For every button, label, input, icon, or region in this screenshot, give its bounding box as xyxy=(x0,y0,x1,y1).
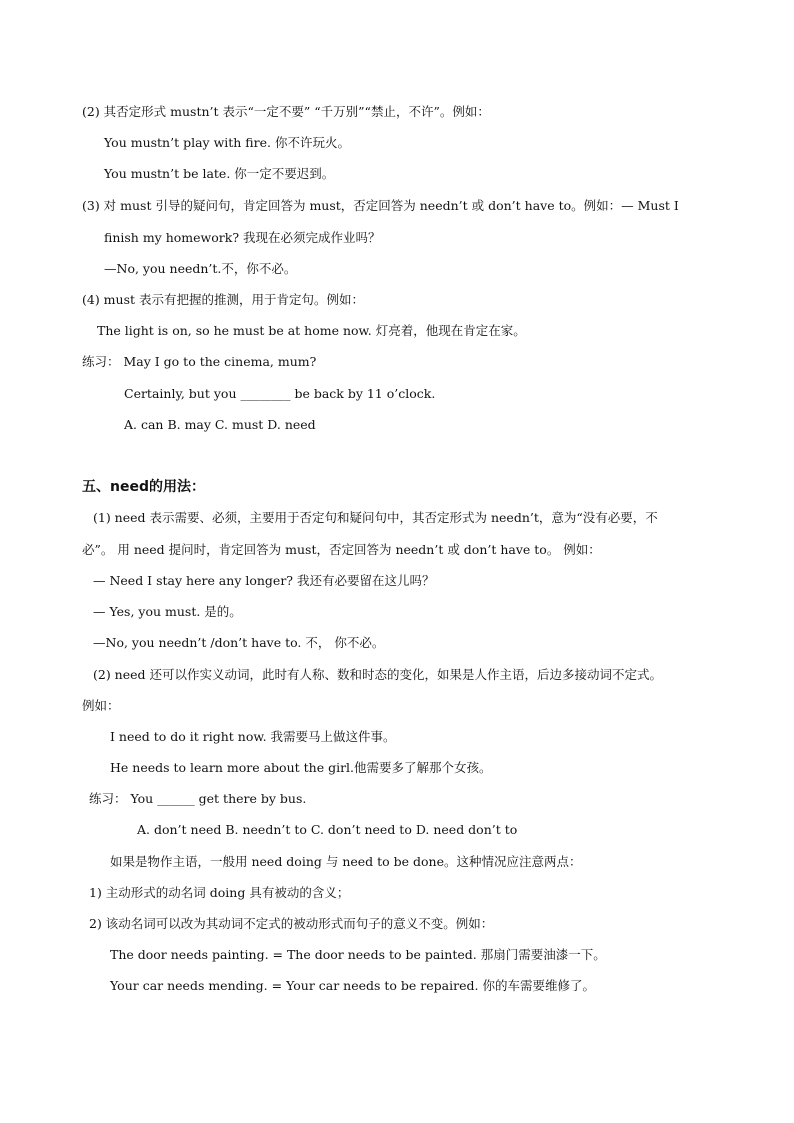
text-line: The door needs painting. = The door needs to be painted. 那扇门需要油漆一下。 xyxy=(110,947,606,962)
text-line: — Yes, you must. 是的。 xyxy=(93,604,242,619)
text-line: — Need I stay here any longer? 我还有必要留在这儿吗？ xyxy=(93,573,435,588)
text-line: finish my homework? 我现在必须完成作业吗？ xyxy=(104,230,381,245)
text-line: 2) 该动名词可以改为其动词不定式的被动形式而句子的意义不变。例如： xyxy=(89,916,494,931)
exercise-options: A. can B. may C. must D. need xyxy=(124,417,316,432)
text-line: He needs to learn more about the girl.他需要多了解那个女孩。 xyxy=(110,760,492,775)
text-line: 1) 主动形式的动名词 doing 具有被动的含义； xyxy=(89,885,350,900)
text-line: 如果是物作主语，一般用 need doing 与 need to be done。这种情况应注意两点： xyxy=(110,854,582,869)
exercise-question: 练习： May I go to the cinema, mum? xyxy=(82,354,317,369)
text-line: 必”。 用 need 提问时，肯定回答为 must，否定回答为 needn’t 或 don’t have to。 例如： xyxy=(82,542,601,557)
text-line: (3) 对 must 引导的疑问句，肯定回答为 must，否定回答为 needn’t 或 don’t have to。例如：— Must I xyxy=(82,198,679,213)
text-line: —No, you needn’t /don’t have to. 不， 你不必。 xyxy=(93,635,385,650)
text-line: 例如： xyxy=(82,698,120,713)
text-line: (2) 其否定形式 mustn’t 表示“一定不要” “千万别”“禁止，不许”。例如： xyxy=(82,104,490,119)
text-line: You mustn’t be late. 你一定不要迟到。 xyxy=(104,166,335,181)
text-line: (2) need 还可以作实义动词，此时有人称、数和时态的变化，如果是人作主语，后边多接动词不定式。 xyxy=(93,667,663,682)
text-line: Your car needs mending. = Your car needs to be repaired. 你的车需要维修了。 xyxy=(110,978,595,993)
exercise-question: 练习： You ______ get there by bus. xyxy=(89,791,307,806)
text-line: (1) need 表示需要、必须，主要用于否定句和疑问句中，其否定形式为 needn’t，意为“没有必要，不 xyxy=(93,510,658,525)
text-line: The light is on, so he must be at home now. 灯亮着，他现在肯定在家。 xyxy=(97,323,526,338)
text-line: You mustn’t play with fire. 你不许玩火。 xyxy=(104,135,350,150)
exercise-options: A. don’t need B. needn’t to C. don’t need to D. need don’t to xyxy=(137,822,518,837)
exercise-question: Certainly, but you ________ be back by 11 o’clock. xyxy=(124,386,436,401)
section-heading: 五、need的用法： xyxy=(82,479,205,495)
text-line: (4) must 表示有把握的推测，用于肯定句。例如： xyxy=(82,292,364,307)
text-line: I need to do it right now. 我需要马上做这件事。 xyxy=(110,729,396,744)
text-line: —No, you needn’t.不，你不必。 xyxy=(104,261,297,276)
